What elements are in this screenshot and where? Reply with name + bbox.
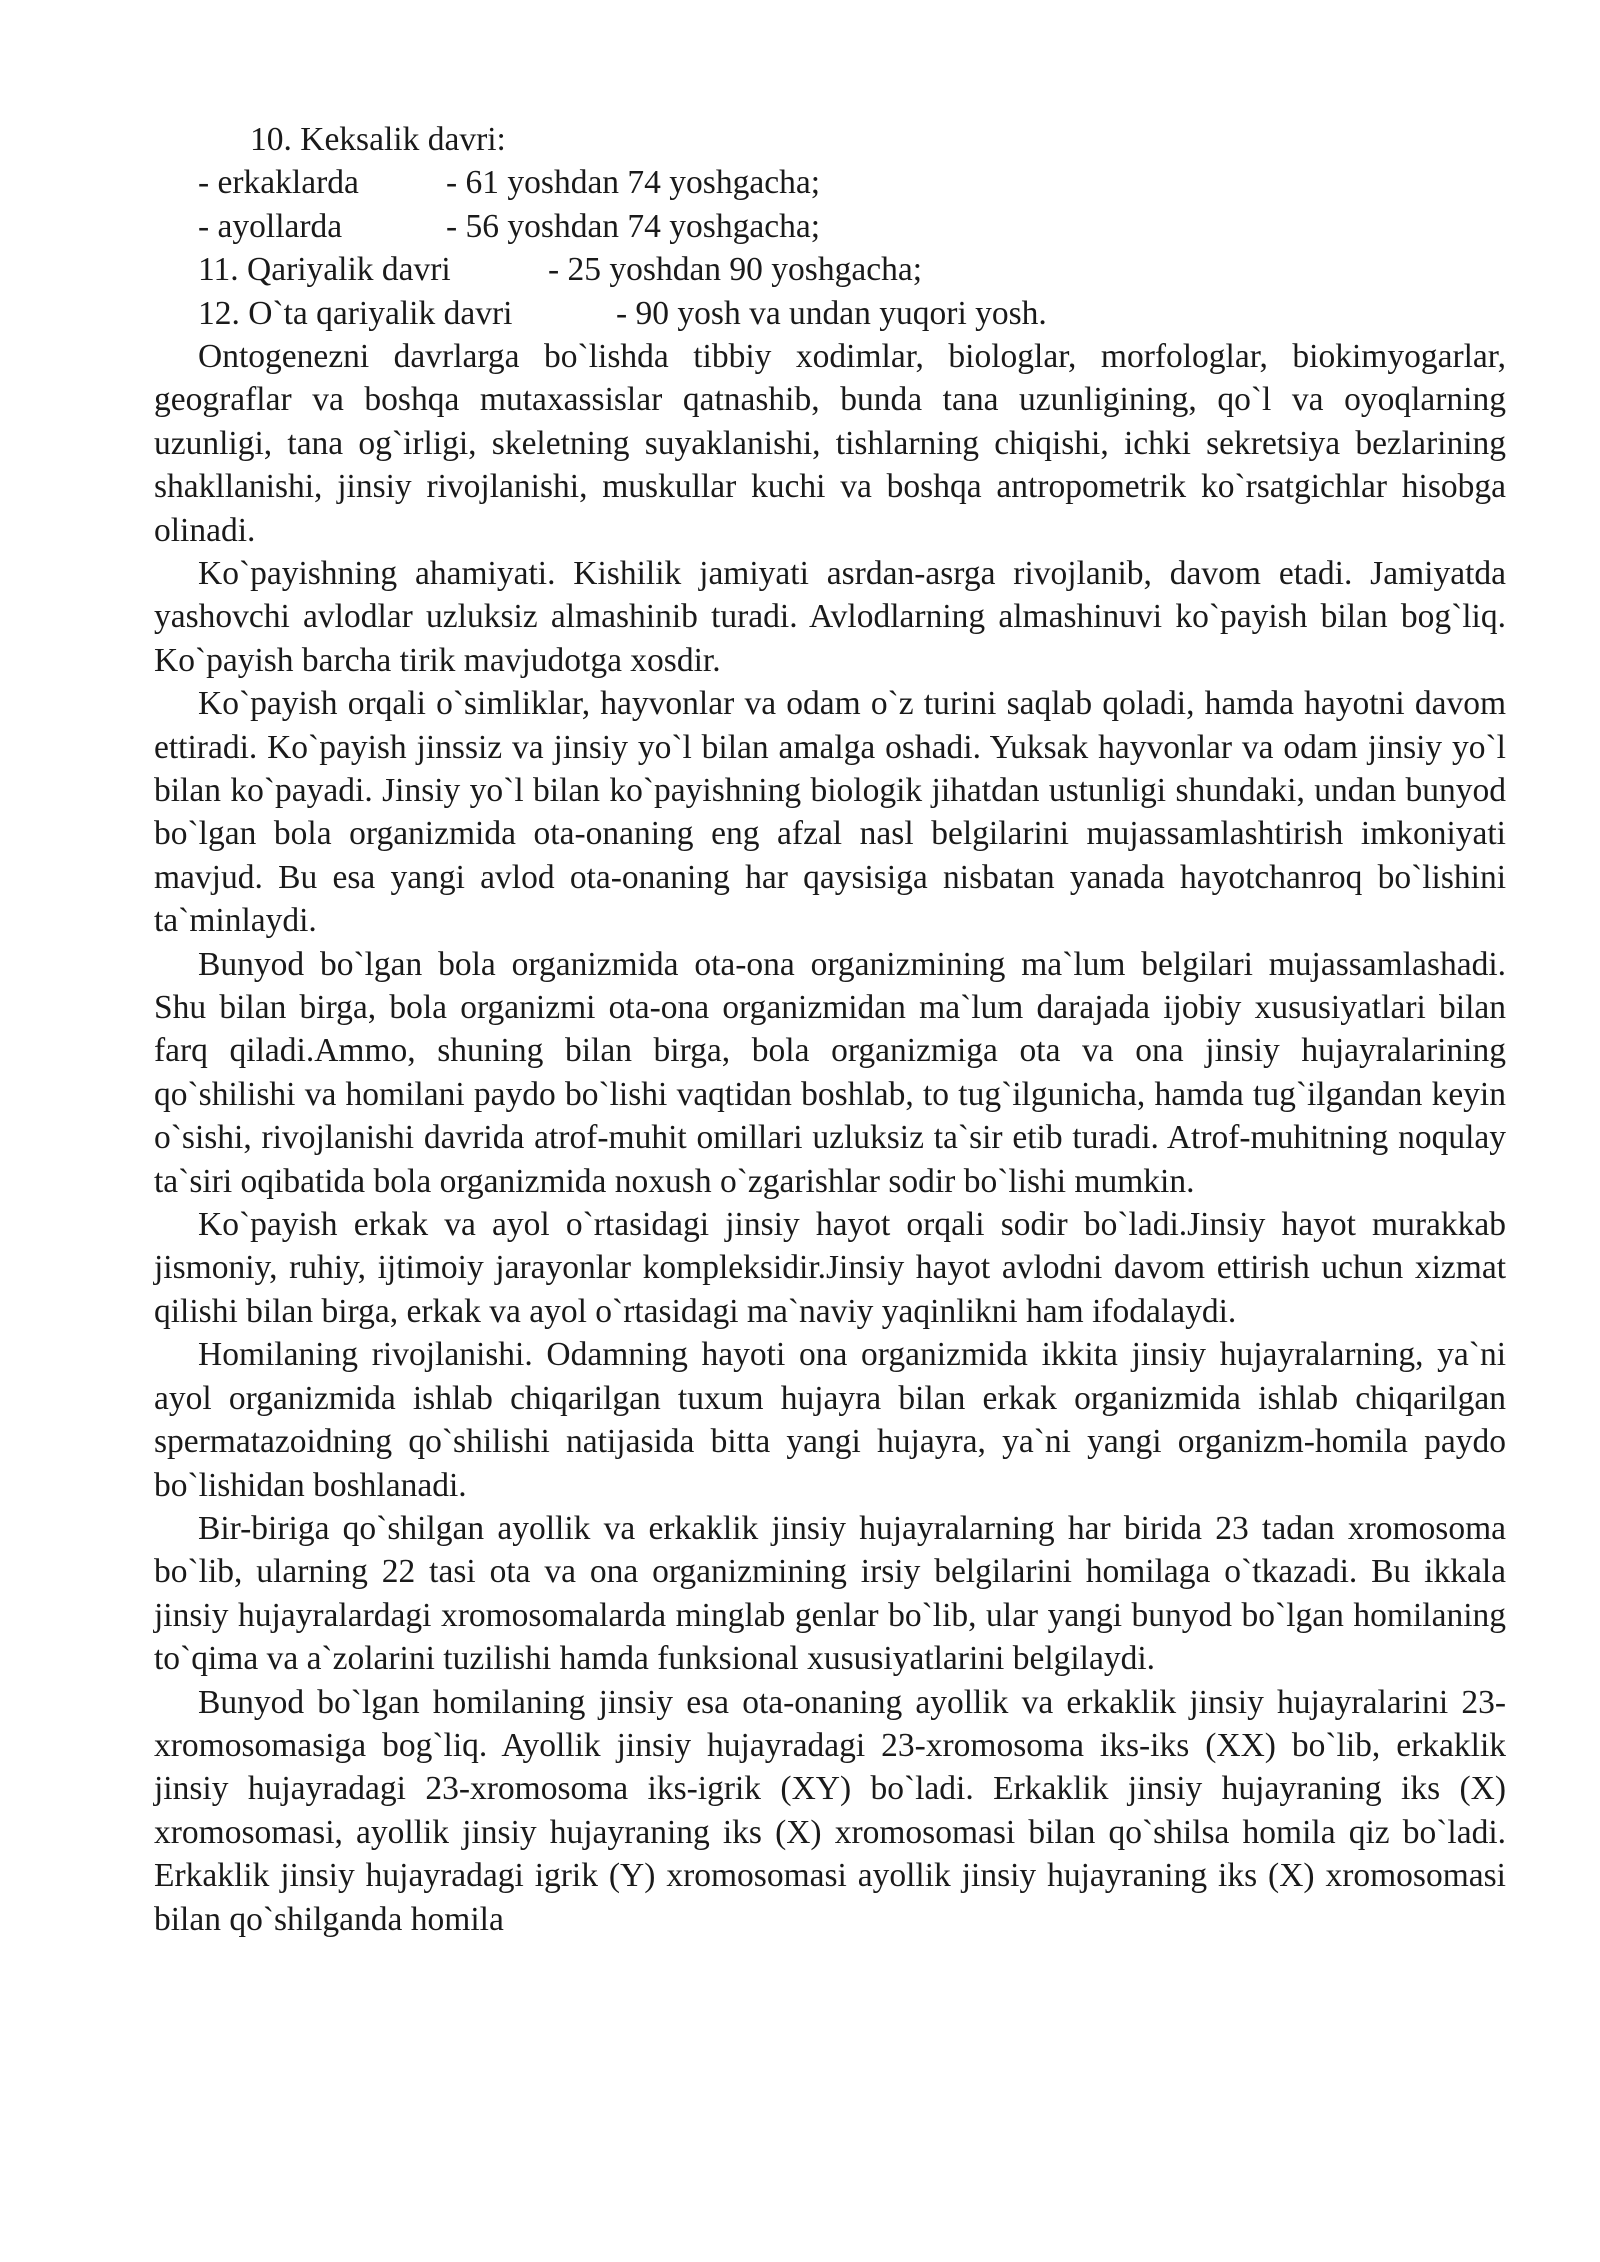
list-item-12-label: 12. O`ta qariyalik davri <box>198 294 513 332</box>
list-item-11-value: - 25 yoshdan 90 yoshgacha; <box>548 251 923 289</box>
list-item-11-label: 11. Qariyalik davri <box>198 251 451 289</box>
paragraph-sexual-life: Ko`payish erkak va ayol o`rtasidagi jinsiy hayot orqali sodir bo`ladi.Jinsiy hayot murakkab jismoniy, ruhiy, ijtimoiy jarayonlar kompleksidir.Jinsiy hayot avlodni davom ettirish uchun xizmat qilishi bilan birga, erkak va ayol o`rtasidagi ma`naviy yaqinlikni ham ifodalaydi. <box>154 1206 1506 1330</box>
list-item-11 <box>154 248 1506 291</box>
paragraph-reproduction-importance: Ko`payishning ahamiyati. Kishilik jamiyati asrdan-asrga rivojlanib, davom etadi. Jamiyatda yashovchi avlodlar uzluksiz almashinib turadi. Avlodlarning almashinuvi ko`payish bilan bog`liq. Ko`payish barcha tirik mavjudotga xosdir. <box>154 554 1506 679</box>
list-item-men <box>154 161 1506 204</box>
list-item-men-value: - 61 yoshdan 74 yoshgacha; <box>446 164 821 202</box>
paragraph-reproduction-ways: Ko`payish orqali o`simliklar, hayvonlar va odam o`z turini saqlab qoladi, hamda hayotni davom ettiradi. Ko`payish jinssiz va jinsiy yo`l bilan amalga oshadi. Yuksak hayvonlar va odam jinsiy yo`l bilan ko`payadi. Jinsiy yo`l bilan ko`payishning biologik jihatdan ustunligi shundaki, undan bunyod bo`lgan bola organizmida ota-onaning eng afzal nasl belgilarini mujassamlashtirish imkoniyati mavjud. Bu esa yangi avlod ota-onaning har qaysisiga nisbatan yanada hayotchanroq bo`lishini ta`minlaydi. <box>154 685 1506 940</box>
document-page <box>154 118 1506 1941</box>
paragraph-fetal-development: Homilaning rivojlanishi. Odamning hayoti ona organizmida ikkita jinsiy hujayralarning, ya`ni ayol organizmida ishlab chiqarilgan tuxum hujayra bilan erkak organizmida ishlab chiqarilgan spermatazoidning qo`shilishi natijasida bitta yangi hujayra, ya`ni yangi organizm-homila paydo bo`lishidan boshlanadi. <box>154 1336 1506 1504</box>
list-item-10-text: 10. Keksalik davri: <box>250 121 506 158</box>
list-item-12 <box>154 292 1506 335</box>
paragraph-sex-determination: Bunyod bo`lgan homilaning jinsiy esa ota-onaning ayollik va erkaklik jinsiy hujayralarini 23-xromosomasiga bog`liq. Ayollik jinsiy hujayradagi 23-xromosoma iks-iks (XX) bo`lib, erkaklik jinsiy hujayradagi 23-xromosoma iks-igrik (XY) bo`ladi. Erkaklik jinsiy hujayraning iks (X) xromosomasi, ayollik jinsiy hujayraning iks (X) xromosomasi bilan qo`shilsa homila qiz bo`ladi. Erkaklik jinsiy hujayradagi igrik (Y) xromosomasi ayollik jinsiy hujayraning iks (X) xromosomasi bilan qo`shilganda homila <box>154 1683 1506 1938</box>
paragraph-child-organism: Bunyod bo`lgan bola organizmida ota-ona organizmining ma`lum belgilari mujassamlashadi. Shu bilan birga, bola organizmi ota-ona organizmidan ma`lum darajada ijobiy xususiyatlari bilan farq qiladi.Ammo, shuning bilan birga, bola organizmiga ota va ona jinsiy hujayralarining qo`shilishi va homilani paydo bo`lishi vaqtidan boshlab, to tug`ilgunicha, hamda tug`ilgandan keyin o`sishi, rivojlanishi davrida atrof-muhit omillari uzluksiz ta`sir etib turadi. Atrof-muhitning noqulay ta`siri oqibatida bola organizmida noxush o`zgarishlar sodir bo`lishi mumkin. <box>154 945 1506 1200</box>
list-item-12-value: - 90 yosh va undan yuqori yosh. <box>616 294 1047 332</box>
list-item-women-value: - 56 yoshdan 74 yoshgacha; <box>446 207 821 245</box>
list-item-women <box>154 205 1506 248</box>
paragraph-ontogenesis: Ontogenezni davrlarga bo`lishda tibbiy xodimlar, biologlar, morfologlar, biokimyogarlar, geograflar va boshqa mutaxassislar qatnashib, bunda tana uzunligining, qo`l va oyoqlarning uzunligi, tana og`irligi, skeletning suyaklanishi, tishlarning chiqishi, ichki sekretsiya bezlarining shakllanishi, jinsiy rivojlanishi, muskullar kuchi va boshqa antropometrik ko`rsatgichlar hisobga olinadi. <box>154 337 1506 549</box>
list-item-women-label: - ayollarda <box>198 207 343 245</box>
paragraph-chromosomes: Bir-biriga qo`shilgan ayollik va erkaklik jinsiy hujayralarning har birida 23 tadan xromosoma bo`lib, ularning 22 tasi ota va ona organizmining irsiy belgilarini homilaga o`tkazadi. Bu ikkala jinsiy hujayralardagi xromosomalarda minglab genlar bo`lib, ular yangi bunyod bo`lgan homilaning to`qima va a`zolarini tuzilishi hamda funksional xususiyatlarini belgilaydi. <box>154 1509 1506 1678</box>
list-item-men-label: - erkaklarda <box>198 164 359 202</box>
list-item-10 <box>154 118 1506 161</box>
